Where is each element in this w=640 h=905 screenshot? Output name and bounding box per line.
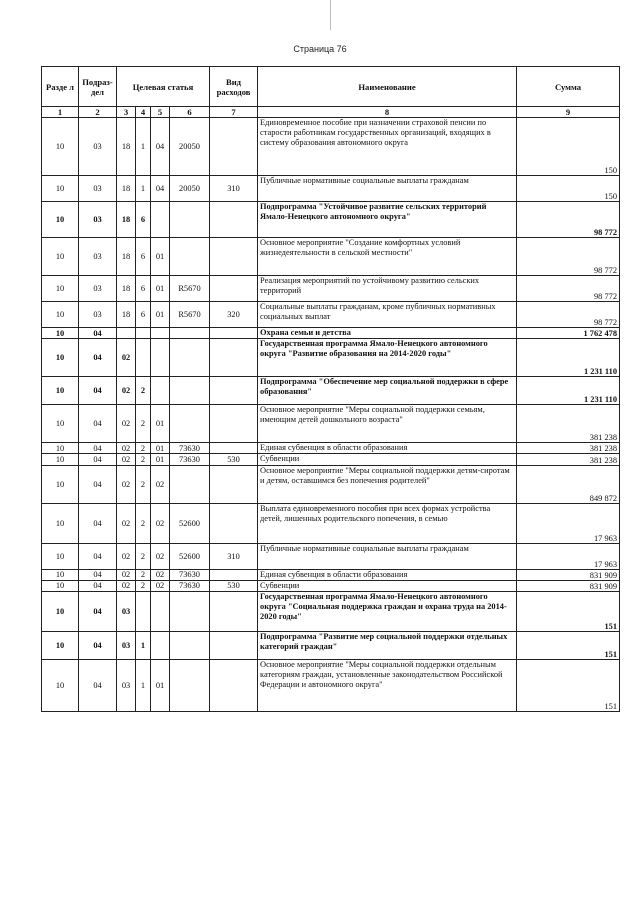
cell-vid: 530	[210, 454, 258, 465]
cell-program: 02	[117, 503, 136, 543]
cell-name: Выплата единовременного пособия при всех формах устройства детей, лишенных родительского попечения, в семью	[258, 503, 517, 543]
cell-vid	[210, 238, 258, 276]
cell-program: 02	[117, 543, 136, 569]
col-number: 4	[136, 107, 151, 118]
cell-razdel: 10	[42, 339, 79, 377]
col-number: 6	[170, 107, 210, 118]
cell-program: 02	[117, 580, 136, 591]
cell-program: 18	[117, 118, 136, 176]
cell-program: 02	[117, 454, 136, 465]
cell-razdel: 10	[42, 118, 79, 176]
cell-program: 03	[117, 660, 136, 712]
cell-direction	[170, 660, 210, 712]
cell-vid	[210, 377, 258, 405]
cell-program: 02	[117, 339, 136, 377]
col-number: 1	[42, 107, 79, 118]
cell-sum: 381 238	[517, 443, 620, 454]
header-target-article: Целевая статья	[117, 67, 210, 107]
cell-sum: 98 772	[517, 238, 620, 276]
cell-program: 18	[117, 238, 136, 276]
cell-event: 01	[151, 238, 170, 276]
cell-vid: 310	[210, 176, 258, 202]
cell-event: 02	[151, 465, 170, 503]
cell-program: 02	[117, 569, 136, 580]
cell-vid	[210, 632, 258, 660]
cell-sum: 1 231 110	[517, 377, 620, 405]
cell-razdel: 10	[42, 543, 79, 569]
cell-podrazdel: 04	[79, 632, 117, 660]
cell-name: Государственная программа Ямало-Ненецкого автономного округа "Социальная поддержка граждан и охрана труда на 2014-2020 годы"	[258, 592, 517, 632]
cell-razdel: 10	[42, 454, 79, 465]
cell-razdel: 10	[42, 580, 79, 591]
cell-name: Публичные нормативные социальные выплаты гражданам	[258, 543, 517, 569]
cell-program: 02	[117, 405, 136, 443]
cell-vid	[210, 592, 258, 632]
cell-podrazdel: 04	[79, 660, 117, 712]
table-row	[42, 377, 620, 405]
cell-razdel: 10	[42, 632, 79, 660]
cell-direction: 73630	[170, 580, 210, 591]
cell-sum: 151	[517, 660, 620, 712]
cell-subprogram	[136, 339, 151, 377]
cell-event: 01	[151, 454, 170, 465]
cell-event: 01	[151, 302, 170, 328]
cell-sum: 98 772	[517, 202, 620, 238]
cell-podrazdel: 04	[79, 405, 117, 443]
cell-sum: 831 909	[517, 569, 620, 580]
cell-vid	[210, 118, 258, 176]
header-razdel: Разде л	[42, 67, 79, 107]
cell-sum: 98 772	[517, 276, 620, 302]
cell-podrazdel: 03	[79, 276, 117, 302]
cell-direction	[170, 592, 210, 632]
cell-program: 03	[117, 592, 136, 632]
cell-name: Основное мероприятие "Создание комфортных условий жизнедеятельности в сельской местности"	[258, 238, 517, 276]
budget-table	[41, 66, 620, 712]
cell-program: 03	[117, 632, 136, 660]
cell-name: Единая субвенция в области образования	[258, 569, 517, 580]
table-row	[42, 302, 620, 328]
cell-subprogram: 2	[136, 503, 151, 543]
cell-razdel: 10	[42, 592, 79, 632]
table-row	[42, 202, 620, 238]
header-vid-raskhodov: Вид расходов	[210, 67, 258, 107]
cell-subprogram	[136, 592, 151, 632]
table-row	[42, 118, 620, 176]
cell-subprogram: 1	[136, 632, 151, 660]
cell-podrazdel: 04	[79, 454, 117, 465]
cell-subprogram: 6	[136, 276, 151, 302]
cell-direction: 73630	[170, 454, 210, 465]
cell-vid	[210, 503, 258, 543]
cell-podrazdel: 04	[79, 339, 117, 377]
cell-podrazdel: 03	[79, 176, 117, 202]
cell-event	[151, 202, 170, 238]
cell-program: 18	[117, 276, 136, 302]
cell-program: 18	[117, 202, 136, 238]
cell-name: Публичные нормативные социальные выплаты гражданам	[258, 176, 517, 202]
cell-event: 02	[151, 543, 170, 569]
cell-direction	[170, 238, 210, 276]
cell-direction	[170, 465, 210, 503]
cell-program: 02	[117, 465, 136, 503]
cell-sum: 17 963	[517, 543, 620, 569]
cell-direction: 52600	[170, 503, 210, 543]
table-row	[42, 454, 620, 465]
cell-name: Реализация мероприятий по устойчивому развитию сельских территорий	[258, 276, 517, 302]
col-number: 8	[258, 107, 517, 118]
cell-subprogram: 2	[136, 569, 151, 580]
cell-podrazdel: 03	[79, 118, 117, 176]
table-row	[42, 276, 620, 302]
table-row	[42, 176, 620, 202]
cell-subprogram: 2	[136, 454, 151, 465]
cell-program: 02	[117, 377, 136, 405]
cell-razdel: 10	[42, 302, 79, 328]
scan-artifact	[330, 0, 331, 30]
cell-vid	[210, 328, 258, 339]
cell-name: Субвенции	[258, 454, 517, 465]
cell-razdel: 10	[42, 202, 79, 238]
table-row	[42, 465, 620, 503]
cell-podrazdel: 03	[79, 238, 117, 276]
cell-direction: 20050	[170, 118, 210, 176]
cell-vid	[210, 276, 258, 302]
cell-podrazdel: 03	[79, 202, 117, 238]
cell-podrazdel: 04	[79, 503, 117, 543]
cell-vid	[210, 202, 258, 238]
table-row	[42, 339, 620, 377]
cell-subprogram: 2	[136, 443, 151, 454]
cell-direction: 20050	[170, 176, 210, 202]
cell-direction	[170, 202, 210, 238]
table-row	[42, 405, 620, 443]
cell-razdel: 10	[42, 176, 79, 202]
table-row	[42, 592, 620, 632]
cell-event: 01	[151, 405, 170, 443]
cell-event	[151, 632, 170, 660]
cell-podrazdel: 03	[79, 302, 117, 328]
cell-program: 18	[117, 176, 136, 202]
table-row	[42, 660, 620, 712]
cell-name: Государственная программа Ямало-Ненецкого автономного округа "Развитие образования на 2014-2020 годы"	[258, 339, 517, 377]
cell-name: Основное мероприятие "Меры социальной поддержки семьям, имеющим детей дошкольного возраста"	[258, 405, 517, 443]
cell-name: Социальные выплаты гражданам, кроме публичных нормативных социальных выплат	[258, 302, 517, 328]
cell-vid: 310	[210, 543, 258, 569]
cell-sum: 381 238	[517, 454, 620, 465]
cell-razdel: 10	[42, 569, 79, 580]
cell-direction: R5670	[170, 302, 210, 328]
cell-subprogram: 2	[136, 377, 151, 405]
cell-razdel: 10	[42, 238, 79, 276]
cell-event: 02	[151, 569, 170, 580]
col-number: 3	[117, 107, 136, 118]
cell-sum: 381 238	[517, 405, 620, 443]
cell-vid	[210, 443, 258, 454]
cell-vid	[210, 465, 258, 503]
cell-vid	[210, 405, 258, 443]
table-body	[42, 118, 620, 712]
cell-name: Подпрограмма "Устойчивое развитие сельских территорий Ямало-Ненецкого автономного округа"	[258, 202, 517, 238]
cell-sum: 1 762 478	[517, 328, 620, 339]
cell-vid	[210, 569, 258, 580]
table-row	[42, 328, 620, 339]
cell-direction	[170, 632, 210, 660]
cell-sum: 98 772	[517, 302, 620, 328]
cell-vid	[210, 339, 258, 377]
column-number-row	[42, 107, 620, 118]
col-number: 2	[79, 107, 117, 118]
cell-podrazdel: 04	[79, 580, 117, 591]
cell-razdel: 10	[42, 405, 79, 443]
cell-program: 02	[117, 443, 136, 454]
cell-event	[151, 592, 170, 632]
cell-event: 04	[151, 176, 170, 202]
cell-razdel: 10	[42, 503, 79, 543]
cell-subprogram: 1	[136, 176, 151, 202]
cell-direction: 73630	[170, 443, 210, 454]
cell-razdel: 10	[42, 377, 79, 405]
cell-razdel: 10	[42, 443, 79, 454]
cell-vid: 530	[210, 580, 258, 591]
cell-subprogram: 1	[136, 660, 151, 712]
cell-sum: 151	[517, 592, 620, 632]
cell-program	[117, 328, 136, 339]
cell-sum: 831 909	[517, 580, 620, 591]
cell-direction: 73630	[170, 569, 210, 580]
cell-sum: 150	[517, 176, 620, 202]
cell-podrazdel: 04	[79, 465, 117, 503]
cell-podrazdel: 04	[79, 592, 117, 632]
cell-subprogram: 6	[136, 302, 151, 328]
page-label: Страница 76	[293, 44, 347, 54]
cell-podrazdel: 04	[79, 377, 117, 405]
cell-direction: R5670	[170, 276, 210, 302]
cell-name: Единая субвенция в области образования	[258, 443, 517, 454]
cell-subprogram	[136, 328, 151, 339]
cell-event	[151, 377, 170, 405]
cell-name: Подпрограмма "Развитие мер социальной поддержки отдельных категорий граждан"	[258, 632, 517, 660]
table-row	[42, 503, 620, 543]
cell-direction: 52600	[170, 543, 210, 569]
header-sum: Сумма	[517, 67, 620, 107]
cell-razdel: 10	[42, 328, 79, 339]
table-row	[42, 543, 620, 569]
cell-subprogram: 2	[136, 465, 151, 503]
header-podrazdel: Подраз- дел	[79, 67, 117, 107]
cell-subprogram: 2	[136, 580, 151, 591]
cell-direction	[170, 377, 210, 405]
cell-razdel: 10	[42, 660, 79, 712]
cell-subprogram: 1	[136, 118, 151, 176]
cell-name: Основное мероприятие "Меры социальной поддержки детям-сиротам и детям, оставшимся без попечения родителей"	[258, 465, 517, 503]
cell-name: Единовременное пособие при назначении страховой пенсии по старости работникам государственных организаций, входящих в систему образования автономного округа	[258, 118, 517, 176]
header-name: Наименование	[258, 67, 517, 107]
cell-event: 02	[151, 503, 170, 543]
cell-podrazdel: 04	[79, 328, 117, 339]
cell-vid: 320	[210, 302, 258, 328]
cell-event: 01	[151, 660, 170, 712]
cell-sum: 150	[517, 118, 620, 176]
cell-direction	[170, 405, 210, 443]
cell-program: 18	[117, 302, 136, 328]
cell-event	[151, 339, 170, 377]
cell-podrazdel: 04	[79, 443, 117, 454]
cell-event: 02	[151, 580, 170, 591]
cell-name: Основное мероприятие "Меры социальной поддержки отдельным категориям граждан, установленные законодательством Российской Федерации и автономного округа"	[258, 660, 517, 712]
cell-podrazdel: 04	[79, 543, 117, 569]
cell-razdel: 10	[42, 276, 79, 302]
cell-subprogram: 2	[136, 543, 151, 569]
cell-sum: 17 963	[517, 503, 620, 543]
cell-name: Охрана семьи и детства	[258, 328, 517, 339]
cell-name: Субвенции	[258, 580, 517, 591]
cell-podrazdel: 04	[79, 569, 117, 580]
cell-direction	[170, 328, 210, 339]
table-row	[42, 580, 620, 591]
table-row	[42, 238, 620, 276]
cell-event: 04	[151, 118, 170, 176]
cell-subprogram: 6	[136, 202, 151, 238]
table-row	[42, 569, 620, 580]
cell-event: 01	[151, 443, 170, 454]
col-number: 9	[517, 107, 620, 118]
cell-sum: 1 231 110	[517, 339, 620, 377]
cell-subprogram: 6	[136, 238, 151, 276]
cell-razdel: 10	[42, 465, 79, 503]
cell-direction	[170, 339, 210, 377]
cell-event	[151, 328, 170, 339]
col-number: 5	[151, 107, 170, 118]
col-number: 7	[210, 107, 258, 118]
cell-subprogram: 2	[136, 405, 151, 443]
cell-vid	[210, 660, 258, 712]
cell-name: Подпрограмма "Обеспечение мер социальной поддержки в сфере образования"	[258, 377, 517, 405]
cell-sum: 151	[517, 632, 620, 660]
table-row	[42, 632, 620, 660]
cell-sum: 849 872	[517, 465, 620, 503]
cell-event: 01	[151, 276, 170, 302]
table-row	[42, 443, 620, 454]
